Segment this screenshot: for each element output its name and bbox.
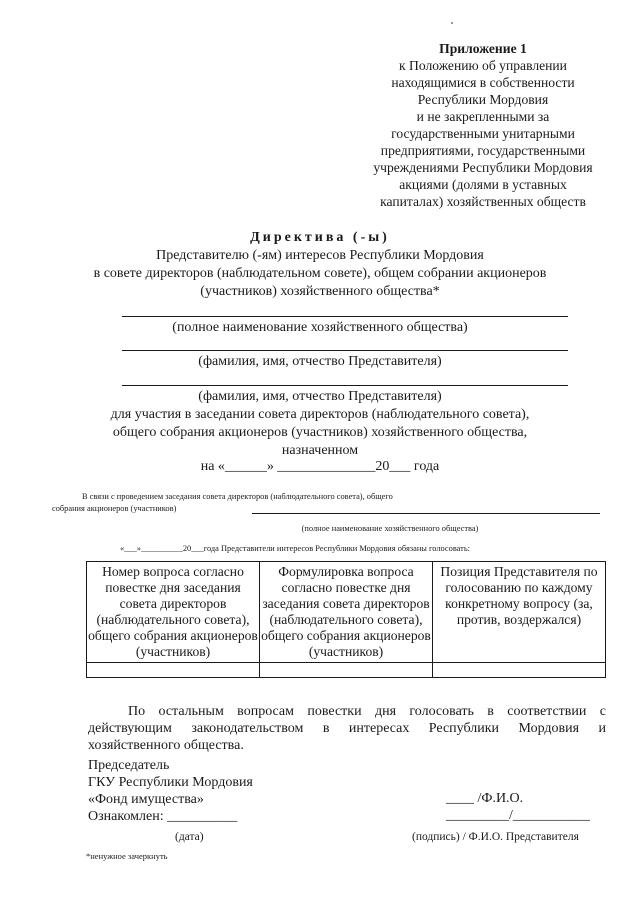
table-cell[interactable] xyxy=(260,663,433,678)
date-caption: (дата) xyxy=(175,831,204,843)
purpose-line: для участия в заседании совета директоров (наблюдательного совета), xyxy=(110,407,530,422)
appendix-line: к Положению об управлении xyxy=(399,58,567,73)
directive-heading xyxy=(40,229,600,301)
notice-paragraph-end: собрания акционеров (участников) xyxy=(52,504,177,513)
signature-caption: (подпись) / Ф.И.О. Представителя xyxy=(412,831,579,843)
table-cell[interactable] xyxy=(87,663,260,678)
appendix-line: акциями (долями в уставных xyxy=(399,177,567,192)
representative-1-caption: (фамилия, имя, отчество Представителя) xyxy=(198,354,442,369)
header-question-wording: Формулировка вопроса согласно повестке дня заседания совета директоров (наблюдательного совета), общего собрания акционеров (участников) xyxy=(260,562,433,663)
header-voting-position: Позиция Представителя по голосованию по каждому конкретному вопросу (за, против, воздержался) xyxy=(433,562,606,663)
notice-company-caption: (полное наименование хозяйственного общества) xyxy=(301,524,479,533)
header-question-number: Номер вопроса согласно повестке дня заседания совета директоров (наблюдательного совета), общего собрания акционеров (участников) xyxy=(87,562,260,663)
signatory-title: Председатель xyxy=(88,758,170,773)
table-row xyxy=(87,663,606,678)
representative-1-line[interactable] xyxy=(122,350,568,351)
representative-signature-line[interactable]: _________/___________ xyxy=(446,808,590,823)
purpose-line: назначенном xyxy=(281,443,359,458)
notice-paragraph: В связи с проведением заседания совета директоров (наблюдательного совета), общего xyxy=(82,492,393,501)
appendix-line: капиталах) хозяйственных обществ xyxy=(380,194,586,209)
appendix-line: и не закрепленными за xyxy=(416,109,550,124)
directive-title: Директива (-ы) xyxy=(250,230,390,245)
scan-speck xyxy=(451,22,453,24)
company-name-line[interactable] xyxy=(122,316,568,317)
footnote: *ненужное зачеркнуть xyxy=(86,851,168,861)
representative-2-line[interactable] xyxy=(122,385,568,386)
notice-company-line[interactable] xyxy=(252,513,600,514)
appendix-title: Приложение 1 xyxy=(439,41,527,56)
appendix-line: находящимися в собственности xyxy=(391,75,575,90)
meeting-date-line[interactable]: на «______» ______________20___ года xyxy=(200,459,440,474)
appendix-line: государственными унитарными xyxy=(391,126,575,141)
voting-table xyxy=(86,561,606,678)
paragraph-text: По остальным вопросам повестки дня голосовать в соответствии с действующим законодательством в интересах Республики Мордовия и хозяйственного общества. xyxy=(88,704,606,753)
company-name-caption: (полное наименование хозяйственного общества) xyxy=(172,320,468,335)
purpose-line: общего собрания акционеров (участников) хозяйственного общества, xyxy=(112,425,528,440)
table-cell[interactable] xyxy=(433,663,606,678)
appendix-line: предприятиями, государственными xyxy=(380,143,586,158)
purpose-block xyxy=(40,406,600,460)
signatory-organization: ГКУ Республики Мордовия xyxy=(88,775,253,790)
acquainted-line[interactable]: Ознакомлен: __________ xyxy=(88,809,238,824)
directive-line: Представителю (-ям) интересов Республики Мордовия xyxy=(156,248,484,263)
voting-instruction: «___»__________20___года Представители интересов Республики Мордовия обязаны голосовать: xyxy=(120,544,470,553)
appendix-line: Республики Мордовия xyxy=(417,92,549,107)
appendix-block xyxy=(352,40,614,210)
representative-2-caption: (фамилия, имя, отчество Представителя) xyxy=(198,389,442,404)
remaining-questions-paragraph xyxy=(88,703,606,754)
chairman-fio-line[interactable]: ____ /Ф.И.О. xyxy=(446,791,524,806)
table-header-row xyxy=(87,562,606,663)
appendix-line: учреждениями Республики Мордовия xyxy=(373,160,593,175)
signatory-fund: «Фонд имущества» xyxy=(88,792,204,807)
directive-line: в совете директоров (наблюдательном совете), общем собрании акционеров xyxy=(93,266,547,281)
directive-line: (участников) хозяйственного общества* xyxy=(200,284,440,299)
